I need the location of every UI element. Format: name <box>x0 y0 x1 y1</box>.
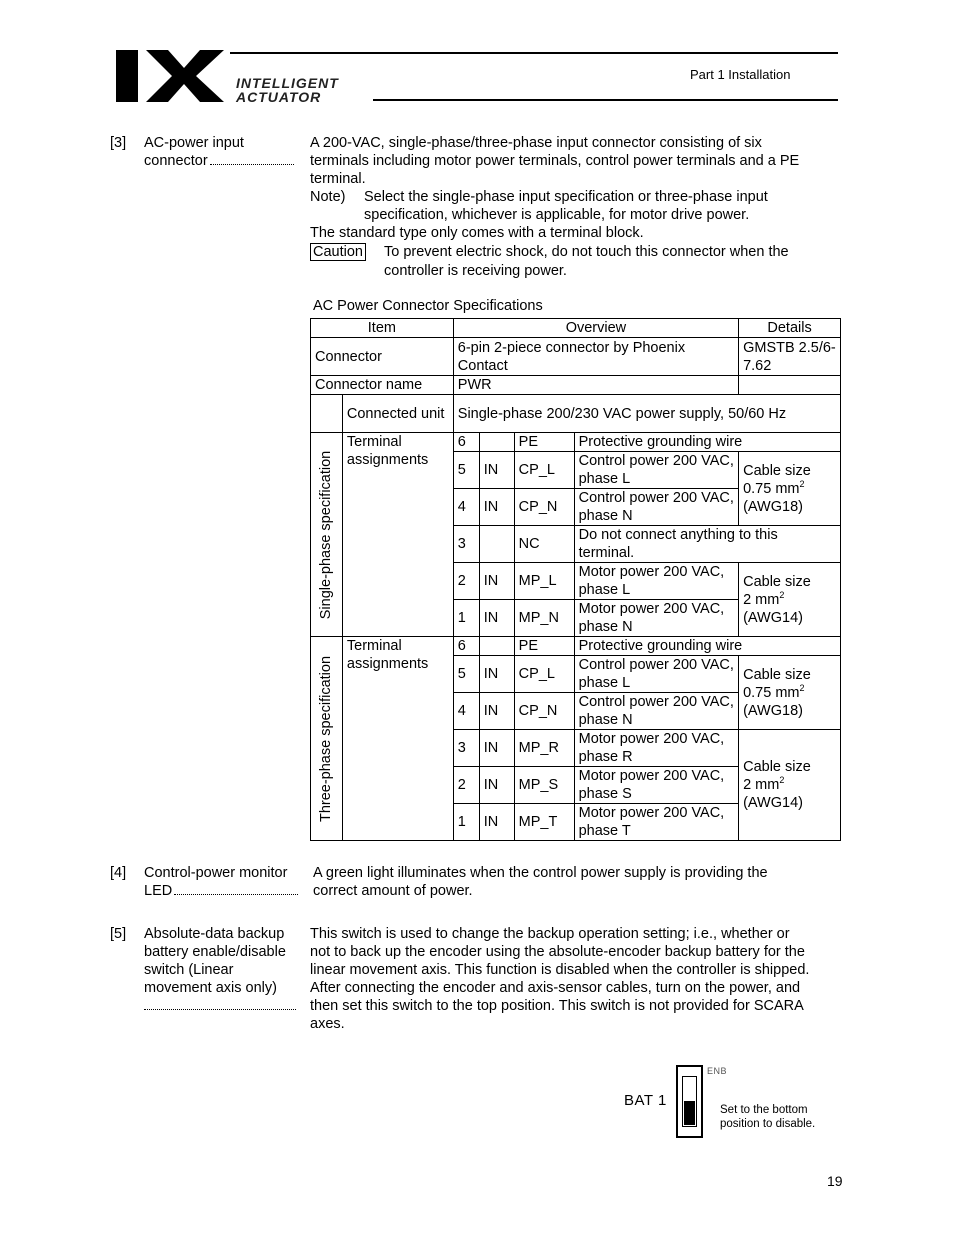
logo-mark-icon <box>116 50 226 102</box>
page-number: 19 <box>827 1173 843 1189</box>
note-line: specification, whichever is applicable, for motor drive power. <box>364 207 750 223</box>
cell-desc: Control power 200 VAC, phase L <box>574 656 738 693</box>
cable-line: (AWG18) <box>743 702 803 719</box>
table-caption: AC Power Connector Specifications <box>313 298 543 314</box>
cell-io: IN <box>479 804 514 841</box>
cell-details: GMSTB 2.5/6-7.62 <box>739 338 841 376</box>
switch-knob <box>684 1101 695 1125</box>
item-5-label-line: switch (Linear <box>144 962 234 978</box>
cell-io: IN <box>479 656 514 693</box>
cell-pin: 4 <box>453 489 479 526</box>
cell-pin: 5 <box>453 656 479 693</box>
header-overview: Overview <box>453 319 738 338</box>
cell-signal: CP_N <box>514 489 574 526</box>
caution-text <box>384 243 789 281</box>
table-row <box>311 395 841 433</box>
cable-line: Cable size <box>743 666 811 683</box>
leader-dots <box>174 894 298 895</box>
group-label: Single-phase specification <box>318 450 335 619</box>
item-4-label-line <box>144 882 304 900</box>
body-line: linear movement axis. This function is disabled when the controller is shipped. <box>310 962 810 978</box>
cell-desc: Motor power 200 VAC, phase S <box>574 767 738 804</box>
body-line: then set this switch to the top position. This switch is not provided for SCARA <box>310 998 804 1014</box>
cable-line: (AWG14) <box>743 609 803 626</box>
cell-pin: 2 <box>453 767 479 804</box>
note-line: Select the single-phase input specification or three-phase input <box>364 189 768 205</box>
cell-desc: Protective grounding wire <box>574 637 840 656</box>
cell-signal: PE <box>514 637 574 656</box>
cell-item: Connector <box>311 338 454 376</box>
cell-pin: 1 <box>453 600 479 637</box>
cell-signal: CP_N <box>514 693 574 730</box>
cell-pin: 3 <box>453 526 479 563</box>
cell-pin: 1 <box>453 804 479 841</box>
group-label: Three-phase specification <box>318 655 335 822</box>
cell-io: IN <box>479 489 514 526</box>
cell-cable-size <box>739 730 841 841</box>
caution-line: controller is receiving power. <box>384 263 567 279</box>
body-line: axes. <box>310 1016 345 1032</box>
item-3-number: [3] <box>110 135 127 151</box>
cable-line <box>743 776 836 794</box>
cell-desc: Control power 200 VAC, phase L <box>574 452 738 489</box>
cell-cable-size <box>739 563 841 637</box>
standard-note: The standard type only comes with a terminal block. <box>310 225 644 241</box>
cell-pin: 4 <box>453 693 479 730</box>
superscript: 2 <box>779 775 785 786</box>
table-row <box>311 637 841 656</box>
cable-line: Cable size <box>743 573 811 590</box>
section-title: Part 1 Installation <box>690 67 791 82</box>
cell-item: Terminal assignments <box>342 433 453 637</box>
brand-line-1: INTELLIGENT <box>236 75 339 91</box>
cell-signal: MP_T <box>514 804 574 841</box>
ix-logo <box>116 50 226 102</box>
cell-cable-size <box>739 656 841 730</box>
table-row <box>311 338 841 376</box>
body-line: This switch is used to change the backup operation setting; i.e., whether or <box>310 926 790 942</box>
item-5-label-line: movement axis only) <box>144 980 277 996</box>
brand-line-2: ACTUATOR <box>236 89 322 105</box>
cell-signal: PE <box>514 433 574 452</box>
item-5-number: [5] <box>110 926 127 942</box>
cell-io: IN <box>479 693 514 730</box>
item-5-label-leader <box>144 997 304 1015</box>
cable-size-value: 2 mm <box>743 591 780 608</box>
enb-label: ENB <box>707 1066 728 1076</box>
cell-io: IN <box>479 767 514 804</box>
cell-item: Connector name <box>311 376 454 395</box>
cell-signal: NC <box>514 526 574 563</box>
switch-slot <box>682 1076 697 1127</box>
cell-desc: Motor power 200 VAC, phase T <box>574 804 738 841</box>
cable-line: Cable size <box>743 759 811 775</box>
cell-signal: MP_R <box>514 730 574 767</box>
table-row <box>311 433 841 452</box>
cell-desc: Protective grounding wire <box>574 433 840 452</box>
body-line: terminal. <box>310 171 366 187</box>
caution-line: To prevent electric shock, do not touch this connector when the <box>384 244 789 260</box>
note-text <box>364 188 768 224</box>
item-5-body <box>310 925 855 1033</box>
header-rule-bottom <box>373 99 838 101</box>
cell-desc: Control power 200 VAC, phase N <box>574 489 738 526</box>
cell-pin: 6 <box>453 637 479 656</box>
cable-line <box>743 480 836 498</box>
item-4-label-text: LED <box>144 883 173 899</box>
cable-size-value: 0.75 mm <box>743 480 800 497</box>
item-4-number: [4] <box>110 865 127 881</box>
cable-size-value: 0.75 mm <box>743 684 800 701</box>
cell-desc: Motor power 200 VAC, phase N <box>574 600 738 637</box>
item-3-body <box>310 134 850 281</box>
cable-line <box>743 591 836 609</box>
cell-io <box>479 637 514 656</box>
cell-desc: Motor power 200 VAC, phase L <box>574 563 738 600</box>
brand-name <box>236 76 339 104</box>
cell-io: IN <box>479 600 514 637</box>
cell-pin: 3 <box>453 730 479 767</box>
item-4-label-line: Control-power monitor <box>144 865 288 881</box>
item-5-label-line: battery enable/disable <box>144 944 286 960</box>
note <box>310 188 850 224</box>
cell-io <box>479 526 514 563</box>
cell-signal: MP_L <box>514 563 574 600</box>
cable-line: Cable size <box>743 462 811 479</box>
switch-label: BAT 1 <box>624 1092 667 1109</box>
cell-desc: Control power 200 VAC, phase N <box>574 693 738 730</box>
cell-signal: CP_L <box>514 656 574 693</box>
note-label: Note) <box>310 189 346 205</box>
cell-desc: Do not connect anything to this terminal. <box>574 526 840 563</box>
group-label-cell <box>311 433 343 637</box>
body-line: not to back up the encoder using the absolute-encoder backup battery for the <box>310 944 805 960</box>
header-rule <box>230 52 838 54</box>
switch-note <box>720 1103 815 1131</box>
leader-dots <box>144 1009 296 1010</box>
item-5-label-line: Absolute-data backup <box>144 926 285 942</box>
cable-line: (AWG18) <box>743 498 803 515</box>
cell-signal: CP_L <box>514 452 574 489</box>
item-4-body <box>313 864 843 900</box>
cable-line <box>743 684 836 702</box>
item-3-label-text: connector <box>144 153 208 169</box>
item-4-label <box>144 864 304 900</box>
ac-power-connector-table <box>310 318 841 841</box>
switch-body <box>676 1065 703 1138</box>
group-label-cell <box>311 637 343 841</box>
cell-io: IN <box>479 730 514 767</box>
cell-overview: PWR <box>453 376 738 395</box>
header-item: Item <box>311 319 454 338</box>
cable-size-value: 2 mm <box>743 777 780 793</box>
cell-signal: MP_N <box>514 600 574 637</box>
cell-pin: 5 <box>453 452 479 489</box>
body-line: correct amount of power. <box>313 883 473 899</box>
table-row <box>311 376 841 395</box>
item-3-label-line: AC-power input <box>144 135 244 151</box>
cell-cable-size <box>739 452 841 526</box>
body-line: A 200-VAC, single-phase/three-phase input connector consisting of six <box>310 135 762 151</box>
leader-dots <box>210 164 294 165</box>
body-line: After connecting the encoder and axis-sensor cables, turn on the power, and <box>310 980 801 996</box>
cell-pin: 6 <box>453 433 479 452</box>
cell-desc: Motor power 200 VAC, phase R <box>574 730 738 767</box>
superscript: 2 <box>799 478 805 489</box>
cell-signal: MP_S <box>514 767 574 804</box>
item-5-label <box>144 925 304 1015</box>
body-line: terminals including motor power terminals, control power terminals and a PE <box>310 153 800 169</box>
cell-item: Connected unit <box>342 395 453 433</box>
body-line: A green light illuminates when the control power supply is providing the <box>313 865 768 881</box>
cell-io: IN <box>479 452 514 489</box>
cell-overview: Single-phase 200/230 VAC power supply, 50/60 Hz <box>453 395 840 433</box>
superscript: 2 <box>799 682 805 693</box>
item-3-label <box>144 134 300 170</box>
switch-note-line: position to disable. <box>720 1118 816 1130</box>
table-header-row <box>311 319 841 338</box>
cell-details <box>739 376 841 395</box>
cell-blank <box>311 395 343 433</box>
cell-overview: 6-pin 2-piece connector by Phoenix Contact <box>453 338 738 376</box>
caution <box>310 243 850 281</box>
cell-io <box>479 433 514 452</box>
cell-item: Terminal assignments <box>342 637 453 841</box>
caution-label: Caution <box>310 243 366 261</box>
superscript: 2 <box>779 589 785 600</box>
header-details: Details <box>739 319 841 338</box>
switch-note-line: Set to the bottom <box>720 1104 808 1116</box>
cell-pin: 2 <box>453 563 479 600</box>
item-3-label-line <box>144 152 300 170</box>
cell-io: IN <box>479 563 514 600</box>
cable-line: (AWG14) <box>743 795 803 811</box>
